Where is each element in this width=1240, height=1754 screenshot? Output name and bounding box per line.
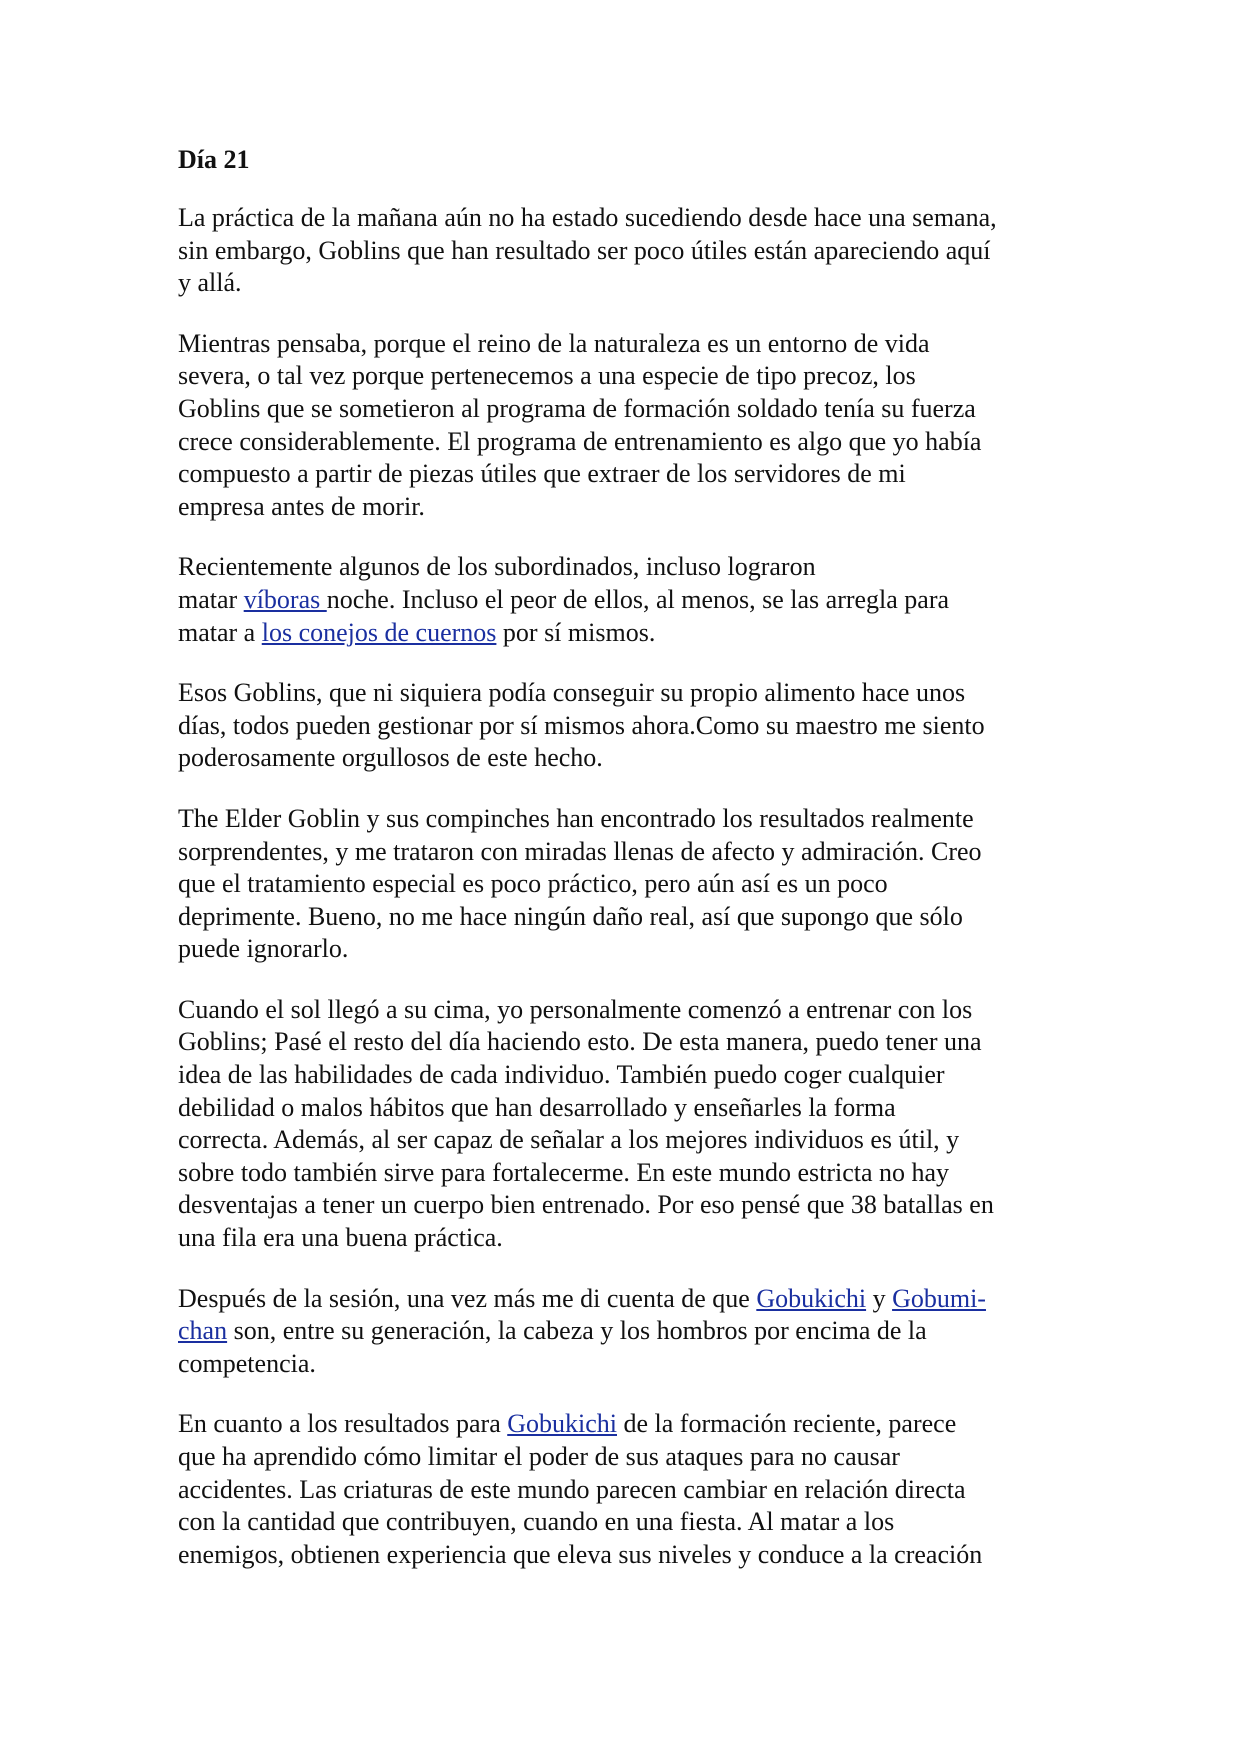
- text-line: poderosamente orgullosos de este hecho.: [178, 743, 603, 773]
- text-segment: noche. Incluso el peor de ellos, al menos, se las arregla para: [326, 584, 950, 614]
- text-line: sorprendentes, y me trataron con miradas llenas de afecto y admiración. Creo: [178, 836, 982, 866]
- text-line: empresa antes de morir.: [178, 491, 425, 521]
- text-line: desventajas a tener un cuerpo bien entrenado. Por eso pensé que 38 batallas en: [178, 1190, 994, 1220]
- text-line: Goblins que se sometieron al programa de formación soldado tenía su fuerza: [178, 393, 976, 423]
- link-gobumi-chan[interactable]: Gobumi-: [892, 1283, 986, 1313]
- text-line: Esos Goblins, que ni siquiera podía conseguir su propio alimento hace unos: [178, 678, 966, 708]
- text-line: Recientemente algunos de los subordinados, incluso lograron: [178, 552, 816, 582]
- text-line: Goblins; Pasé el resto del día haciendo esto. De esta manera, puedo tener una: [178, 1027, 982, 1057]
- text-line: una fila era una buena práctica.: [178, 1223, 503, 1253]
- text-segment: matar a: [178, 617, 262, 647]
- text-segment: matar: [178, 584, 244, 614]
- text-segment: son, entre su generación, la cabeza y los hombros por encima de la: [227, 1316, 927, 1346]
- paragraph-5: [178, 803, 1078, 966]
- text-line: puede ignorarlo.: [178, 934, 349, 964]
- text-line: La práctica de la mañana aún no ha estado sucediendo desde hace una semana,: [178, 203, 997, 232]
- text-line: enemigos, obtienen experiencia que eleva sus niveles y conduce a la creación: [178, 1539, 983, 1569]
- paragraph-7: [178, 1283, 1078, 1381]
- text-line: debilidad o malos hábitos que han desarrollado y enseñarles la forma: [178, 1092, 896, 1122]
- text-segment: de la formación reciente, parece: [617, 1409, 957, 1439]
- link-gobumi-chan-continued[interactable]: chan: [178, 1316, 228, 1346]
- paragraph-6: [178, 994, 1078, 1255]
- text-segment: por sí mismos.: [496, 617, 656, 647]
- text-line: The Elder Goblin y sus compinches han encontrado los resultados realmente: [178, 803, 974, 833]
- text-line: con la cantidad que contribuyen, cuando en una fiesta. Al matar a los: [178, 1507, 895, 1537]
- paragraph-1: [178, 202, 1078, 300]
- text-line: crece considerablemente. El programa de entrenamiento es algo que yo había: [178, 426, 982, 456]
- paragraph-8: [178, 1408, 1078, 1571]
- document-page: [178, 144, 1078, 1599]
- paragraph-3: [178, 551, 1078, 649]
- text-line: Cuando el sol llegó a su cima, yo personalmente comenzó a entrenar con los: [178, 994, 973, 1024]
- link-gobukichi[interactable]: Gobukichi: [507, 1409, 617, 1439]
- link-conejos-de-cuernos[interactable]: los conejos de cuernos: [261, 617, 497, 647]
- link-gobukichi[interactable]: Gobukichi: [756, 1283, 867, 1313]
- text-line: compuesto a partir de piezas útiles que extraer de los servidores de mi: [178, 459, 906, 489]
- text-line: días, todos pueden gestionar por sí mismos ahora.Como su maestro me siento: [178, 710, 985, 740]
- text-line: deprimente. Bueno, no me hace ningún daño real, así que supongo que sólo: [178, 901, 963, 931]
- chapter-heading: Día 21: [178, 145, 250, 174]
- text-segment: y: [866, 1283, 893, 1313]
- text-line: competencia.: [178, 1348, 316, 1378]
- paragraph-2: [178, 328, 1078, 524]
- text-line: severa, o tal vez porque pertenecemos a una especie de tipo precoz, los: [178, 361, 916, 391]
- paragraph-4: [178, 677, 1078, 775]
- text-line: sobre todo también sirve para fortalecerme. En este mundo estricta no hay: [178, 1157, 950, 1187]
- text-line: idea de las habilidades de cada individuo. También puedo coger cualquier: [178, 1060, 945, 1090]
- text-line: sin embargo, Goblins que han resultado ser poco útiles están apareciendo aquí: [178, 235, 991, 265]
- link-viboras[interactable]: víboras: [243, 584, 327, 614]
- text-segment: En cuanto a los resultados para: [178, 1409, 508, 1439]
- text-line: accidentes. Las criaturas de este mundo parecen cambiar en relación directa: [178, 1474, 966, 1504]
- text-line: correcta. Además, al ser capaz de señalar a los mejores individuos es útil, y: [178, 1125, 960, 1155]
- text-line: y allá.: [178, 268, 242, 298]
- text-line: que ha aprendido cómo limitar el poder de sus ataques para no causar: [178, 1442, 900, 1471]
- text-line: que el tratamiento especial es poco práctico, pero aún así es un poco: [178, 869, 888, 899]
- text-line: Mientras pensaba, porque el reino de la naturaleza es un entorno de vida: [178, 328, 930, 358]
- text-segment: Después de la sesión, una vez más me di cuenta de que: [178, 1283, 757, 1313]
